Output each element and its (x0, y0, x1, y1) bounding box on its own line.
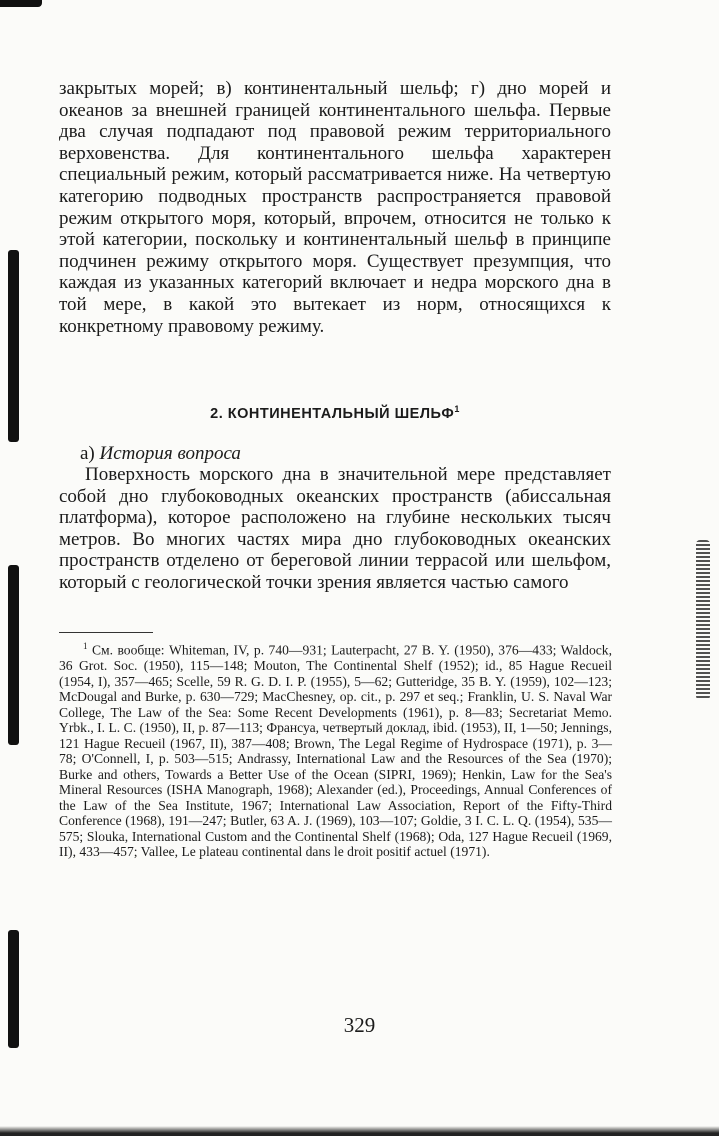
page-number: 329 (343, 1013, 376, 1037)
section-heading (59, 404, 611, 422)
footnote-divider (59, 632, 153, 633)
scan-edge-bottom (0, 1126, 719, 1136)
intro-paragraph (59, 78, 611, 337)
section-paragraph-text: Поверхность морского дна в значительной мере представляет собой дно глубоководных океанских пространств (абиссальная платформа), которое расположено на глубине нескольких тысяч метров. Во многих частях мира дно глубоководных океанских пространств отделено от береговой линии террасой или шельфом, который с геологической точки зрения является частью самого (59, 464, 611, 593)
scan-edge-left-1 (8, 250, 19, 442)
section-paragraph (59, 464, 611, 594)
footnote-text: См. вообще: Whiteman, IV, p. 740—931; Lauterpacht, 27 B. Y. (1950), 376—433; Waldock, 36 Grot. Soc. (1950), 115—148; Mouton, The Continental Shelf (1952); id., 85 Hague Recueil (1954, I), 357—465; Scelle, 59 R. G. D. I. P. (1955), 5—62; Gutteridge, 35 B. Y. (1959), 102—123; McDougal and Burke, p. 630—729; MacChesney, op. cit., p. 297 et seq.; Franklin, U. S. Naval War College, The Law of the Sea: Some Recent Developments (1961), p. 8—83; Secretariat Memo. Yrbk., I. L. C. (1950), II, p. 87—113; Франсуа, четвертый доклад, ibid. (1953), II, 1—50; Jennings, 121 Hague Recueil (1967, II), 387—408; Brown, The Legal Regime of Hydrospace (1971), p. 3—78; O'Connell, I, p. 503—515; Andrassy, International Law and the Resources of the Sea (1970); Burke and others, Towards a Better Use of the Ocean (SIPRI, 1969); Henkin, Law for the Sea's Mineral Resources (ISHA Manograph, 1968); Alexander (ed.), Proceedings, Annual Conferences of the Law of the Sea Institute, 1967; International Law Association, Report of the Fifty-Third Conference (1968), 191—247; Butler, 63 A. J. (1969), 103—107; Goldie, 3 I. C. L. Q. (1954), 535—575; Slouka, International Custom and the Continental Shelf (1968); Oda, 127 Hague Recueil (1969, II), 433—457; Vallee, Le plateau continental dans le droit positif actuel (1971). (59, 642, 613, 860)
intro-paragraph-text: закрытых морей; в) континентальный шельф; г) дно морей и океанов за внешней границей континентального шельфа. Первые два случая подпадают под правовой режим территориального верховенства. Для континентального шельфа характерен специальный режим, который рассматривается ниже. На четвертую категорию подводных пространств распространяется правовой режим открытого моря, который, впрочем, относится не только к этой категории, поскольку и континентальный шельф в принципе подчинен режиму открытого моря. Существует презумпция, что каждая из указанных категорий включает и недра морского дна в той мере, в какой это вытекает из норм, относящихся к конкретному правовому режиму. (59, 78, 611, 337)
scan-noise-right (696, 540, 710, 700)
scan-edge-top (0, 0, 42, 7)
footnote (59, 639, 612, 860)
subheading-letter: а) (80, 443, 95, 464)
footnote-ref: 1 (454, 404, 460, 414)
subheading-title: История вопроса (99, 443, 241, 464)
section-heading-text: 2. КОНТИНЕНТАЛЬНЫЙ ШЕЛЬФ (210, 405, 455, 422)
subheading (80, 443, 241, 465)
footnote-marker: 1 (83, 641, 88, 651)
scan-edge-left-2 (8, 565, 19, 745)
